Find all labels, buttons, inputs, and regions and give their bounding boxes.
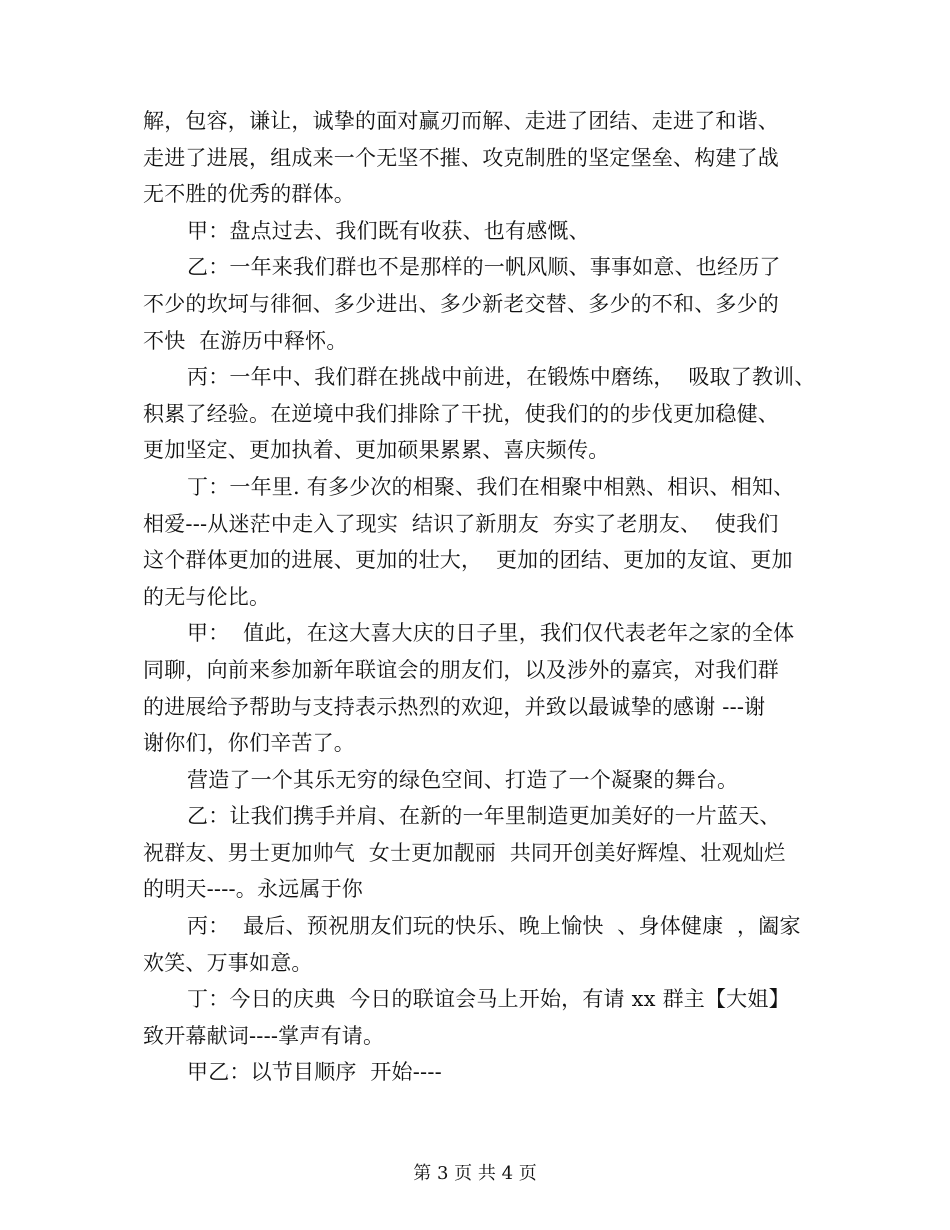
- text-line: 不少的坎坷与徘徊、多少进出、多少新老交替、多少的不和、多少的: [143, 291, 779, 316]
- text-line: 相爱---从迷茫中走入了现实 结识了新朋友 夯实了老朋友、 使我们: [143, 511, 779, 536]
- text-line: 甲乙：以节目顺序 开始----: [187, 1060, 442, 1085]
- text-line: 甲： 值此，在这大喜大庆的日子里，我们仅代表老年之家的全体: [187, 621, 795, 646]
- text-line: 这个群体更加的进展、更加的壮大， 更加的团结、更加的友谊、更加: [143, 548, 793, 573]
- text-line: 欢笑、万事如意。: [143, 950, 313, 975]
- text-line: 乙：一年来我们群也不是那样的一帆风顺、事事如意、也经历了: [187, 255, 781, 280]
- text-line: 谢你们，你们辛苦了。: [143, 731, 355, 756]
- text-line: 无不胜的优秀的群体。: [143, 182, 355, 207]
- document-body: [143, 103, 833, 1091]
- page-number-label: 第 3 页 共 4 页: [413, 1163, 537, 1184]
- text-line: 乙：让我们携手并肩、在新的一年里制造更加美好的一片蓝天、: [187, 804, 781, 829]
- text-line: 的明天----。永远属于你: [143, 877, 363, 902]
- text-line: 祝群友、男士更加帅气 女士更加靓丽 共同开创美好辉煌、壮观灿烂: [143, 840, 786, 865]
- text-line: 丙： 最后、预祝朋友们玩的快乐、晚上愉快 、身体健康 ，阖家: [187, 914, 801, 939]
- text-line: 丙：一年中、我们群在挑战中前进，在锻炼中磨练， 吸取了教训、: [187, 365, 816, 390]
- text-line: 的进展给予帮助与支持表示热烈的欢迎，并致以最诚挚的感谢 ---谢: [143, 694, 766, 719]
- text-line: 丁：一年里. 有多少次的相聚、我们在相聚中相熟、相识、相知、: [187, 474, 795, 499]
- text-line: 走进了进展，组成来一个无坚不摧、攻克制胜的坚定堡垒、构建了战: [143, 145, 779, 170]
- text-line: 甲：盘点过去、我们既有收获、也有感慨、: [187, 218, 590, 243]
- text-line: 更加坚定、更加执着、更加硕果累累、喜庆频传。: [143, 438, 610, 463]
- text-line: 营造了一个其乐无穷的绿色空间、打造了一个凝聚的舞台。: [187, 767, 739, 792]
- text-line: 积累了经验。在逆境中我们排除了干扰，使我们的的步伐更加稳健、: [143, 401, 779, 426]
- text-line: 致开幕献词----掌声有请。: [143, 1023, 385, 1048]
- text-line: 丁：今日的庆典 今日的联谊会马上开始，有请 xx 群主【大姐】: [187, 987, 790, 1012]
- text-line: 不快 在游历中释怀。: [143, 328, 348, 353]
- text-line: 同聊，向前来参加新年联谊会的朋友们，以及涉外的嘉宾，对我们群: [143, 657, 779, 682]
- text-line: 的无与伦比。: [143, 584, 271, 609]
- text-line: 解，包容，谦让，诚挚的面对赢刃而解、走进了团结、走进了和谐、: [143, 109, 779, 133]
- page-footer: [0, 1162, 950, 1186]
